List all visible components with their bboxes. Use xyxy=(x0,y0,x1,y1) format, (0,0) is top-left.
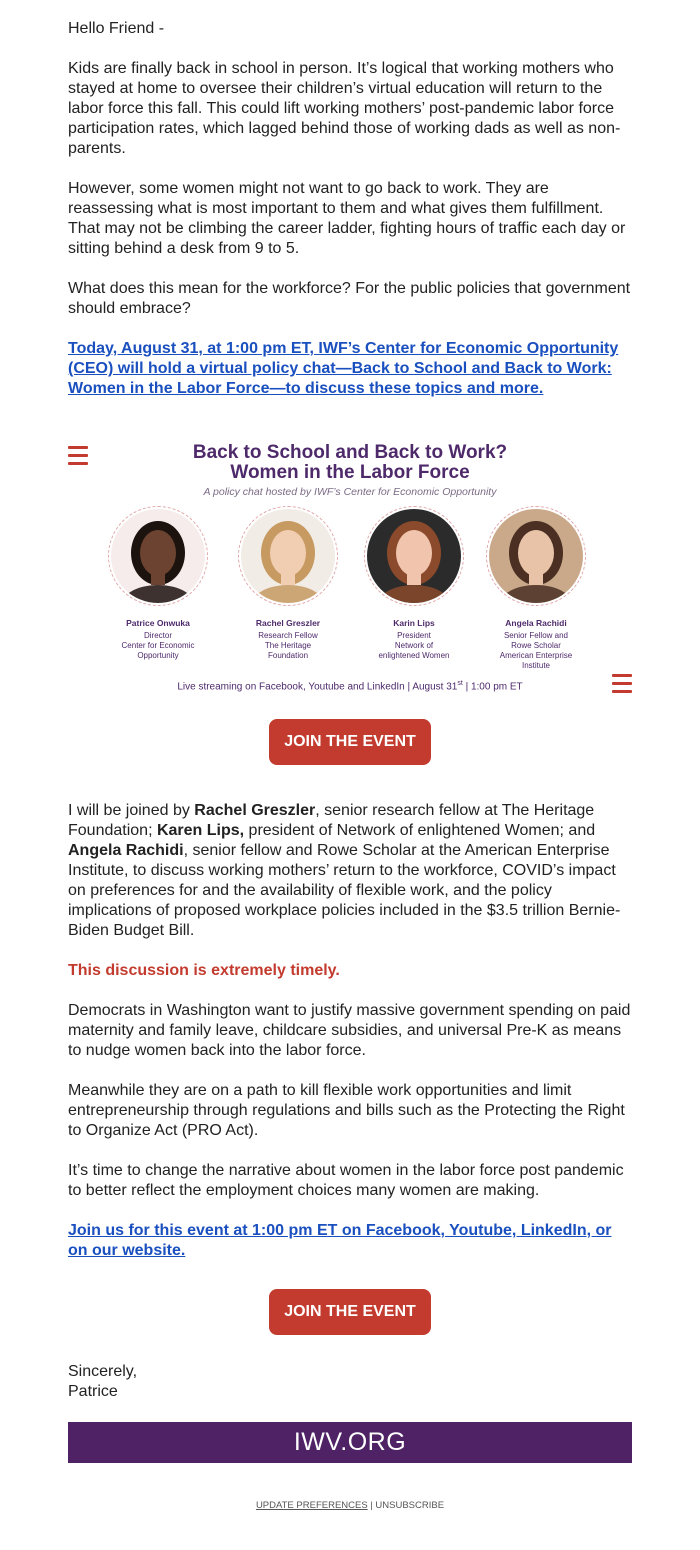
text-span: , senior fellow and Rowe Scholar at the American Enterprise Institute, to discuss working mothers’ return to the workforce, COVID’s impact on preferences for and the availability of flexible work, and the policy implications of proposed workplace policies included in the $3.5 trillion Bernie-Biden Budget Bill. xyxy=(68,842,621,939)
speaker-role-line: Network of xyxy=(394,641,434,650)
join-us-link[interactable]: Join us for this event at 1:00 pm ET on Facebook, Youtube, LinkedIn, or on our website. xyxy=(68,1222,612,1259)
intro-paragraph-1: Kids are finally back in school in person. It’s logical that working mothers who stayed at home to oversee their children’s virtual education will return to the labor force this fall. This could lift working mothers’ post-pandemic labor force participation rates, which lagged behind those of working dads as well as non-parents. xyxy=(68,60,621,157)
speaker-photo xyxy=(364,506,464,606)
speaker-card xyxy=(100,506,216,661)
speaker-name: Karin Lips xyxy=(393,618,435,628)
join-event-button-bottom[interactable]: JOIN THE EVENT xyxy=(269,1289,431,1335)
body-paragraph-2: Democrats in Washington want to justify massive government spending on paid maternity and family leave, childcare subsidies, and universal Pre-K as means to nudge women back into the labor force. xyxy=(68,1002,631,1059)
stream-info-sup: st xyxy=(457,680,463,687)
speaker-card xyxy=(230,506,346,661)
speaker-card xyxy=(478,506,594,671)
signoff xyxy=(68,1362,632,1402)
event-banner[interactable] xyxy=(60,432,640,700)
speaker-role-line: Rowe Scholar xyxy=(511,641,561,650)
speaker-role xyxy=(100,631,216,661)
brand-footer-bar[interactable]: IWV.ORG xyxy=(68,1422,632,1463)
banner-title-line-1: Back to School and Back to Work? xyxy=(192,442,508,463)
speaker-name-bold: Angela Rachidi xyxy=(68,842,184,859)
text-span: , senior research fellow at The Heritage Foundation; xyxy=(68,802,595,839)
speaker-role-line: Center for Economic xyxy=(121,641,195,650)
banner-subtitle: A policy chat hosted by IWF’s Center for Economic Opportunity xyxy=(203,486,497,498)
speaker-name: Angela Rachidi xyxy=(505,618,567,628)
text-span: I will be joined by xyxy=(68,802,195,819)
speaker-name: Rachel Greszler xyxy=(255,618,321,628)
speaker-role xyxy=(478,631,594,671)
update-preferences-link[interactable]: UPDATE PREFERENCES xyxy=(255,1500,368,1511)
speaker-role xyxy=(230,631,346,661)
speaker-name-bold: Rachel Greszler xyxy=(194,802,316,819)
intro-paragraph-3: What does this mean for the workforce? For the public policies that government should embrace? xyxy=(68,280,631,317)
footer-separator: | xyxy=(367,1500,376,1511)
speaker-card xyxy=(356,506,472,661)
speaker-photo xyxy=(108,506,208,606)
event-details-link[interactable]: Today, August 31, at 1:00 pm ET, IWF’s Center for Economic Opportunity (CEO) will hold a virtual policy chat—Back to School and Back to Work: Women in the Labor Force—to discuss these topics and more. xyxy=(68,340,619,397)
speaker-role-line: Senior Fellow and xyxy=(503,631,569,640)
speaker-role-line: American Enterprise xyxy=(499,651,573,660)
greeting: Hello Friend - xyxy=(68,20,165,37)
email-intro xyxy=(68,19,632,399)
speaker-role-line: Research Fellow xyxy=(258,631,318,640)
banner-stream-info xyxy=(60,680,640,692)
signoff-name: Patrice xyxy=(68,1383,118,1400)
join-event-button[interactable]: JOIN THE EVENT xyxy=(269,719,431,765)
speaker-role-line: President xyxy=(397,631,431,640)
intro-paragraph-2: However, some women might not want to go back to work. They are reassessing what is most important to them and what gives them fulfillment. That may not be climbing the career ladder, fighting hours of traffic each day or sitting behind a desk from 9 to 5. xyxy=(68,180,626,257)
speaker-photo xyxy=(486,506,586,606)
stream-info-prefix: Live streaming on Facebook, Youtube and LinkedIn | August 31 xyxy=(177,681,458,693)
unsubscribe-link[interactable]: UNSUBSCRIBE xyxy=(375,1500,445,1511)
signoff-line: Sincerely, xyxy=(68,1363,138,1380)
speaker-role-line: The Heritage xyxy=(264,641,312,650)
body-paragraph-4: It’s time to change the narrative about women in the labor force post pandemic to better reflect the employment choices many women are making. xyxy=(68,1162,624,1199)
speaker-role xyxy=(356,631,472,661)
speakers-paragraph xyxy=(68,801,632,941)
text-span: president of Network of enlightened Women; and xyxy=(244,822,596,839)
banner-title-line-2: Women in the Labor Force xyxy=(230,462,470,483)
speaker-name-bold: Karen Lips, xyxy=(156,822,245,839)
stream-info-suffix: | 1:00 pm ET xyxy=(462,681,523,693)
email-body xyxy=(68,801,632,1261)
speaker-role-line: enlightened Women xyxy=(378,651,450,660)
speaker-role-line: Institute xyxy=(521,661,550,670)
speaker-name: Patrice Onwuka xyxy=(126,618,190,628)
speaker-photo xyxy=(238,506,338,606)
body-paragraph-3: Meanwhile they are on a path to kill flexible work opportunities and limit entrepreneurship through regulations and bills such as the Protecting the Right to Organize Act (PRO Act). xyxy=(68,1082,625,1139)
menu-icon xyxy=(612,674,632,694)
speaker-role-line: Opportunity xyxy=(137,651,179,660)
speaker-role-line: Director xyxy=(143,631,172,640)
timely-callout: This discussion is extremely timely. xyxy=(68,962,340,979)
footer-links xyxy=(0,1500,700,1511)
speaker-role-line: Foundation xyxy=(267,651,309,660)
